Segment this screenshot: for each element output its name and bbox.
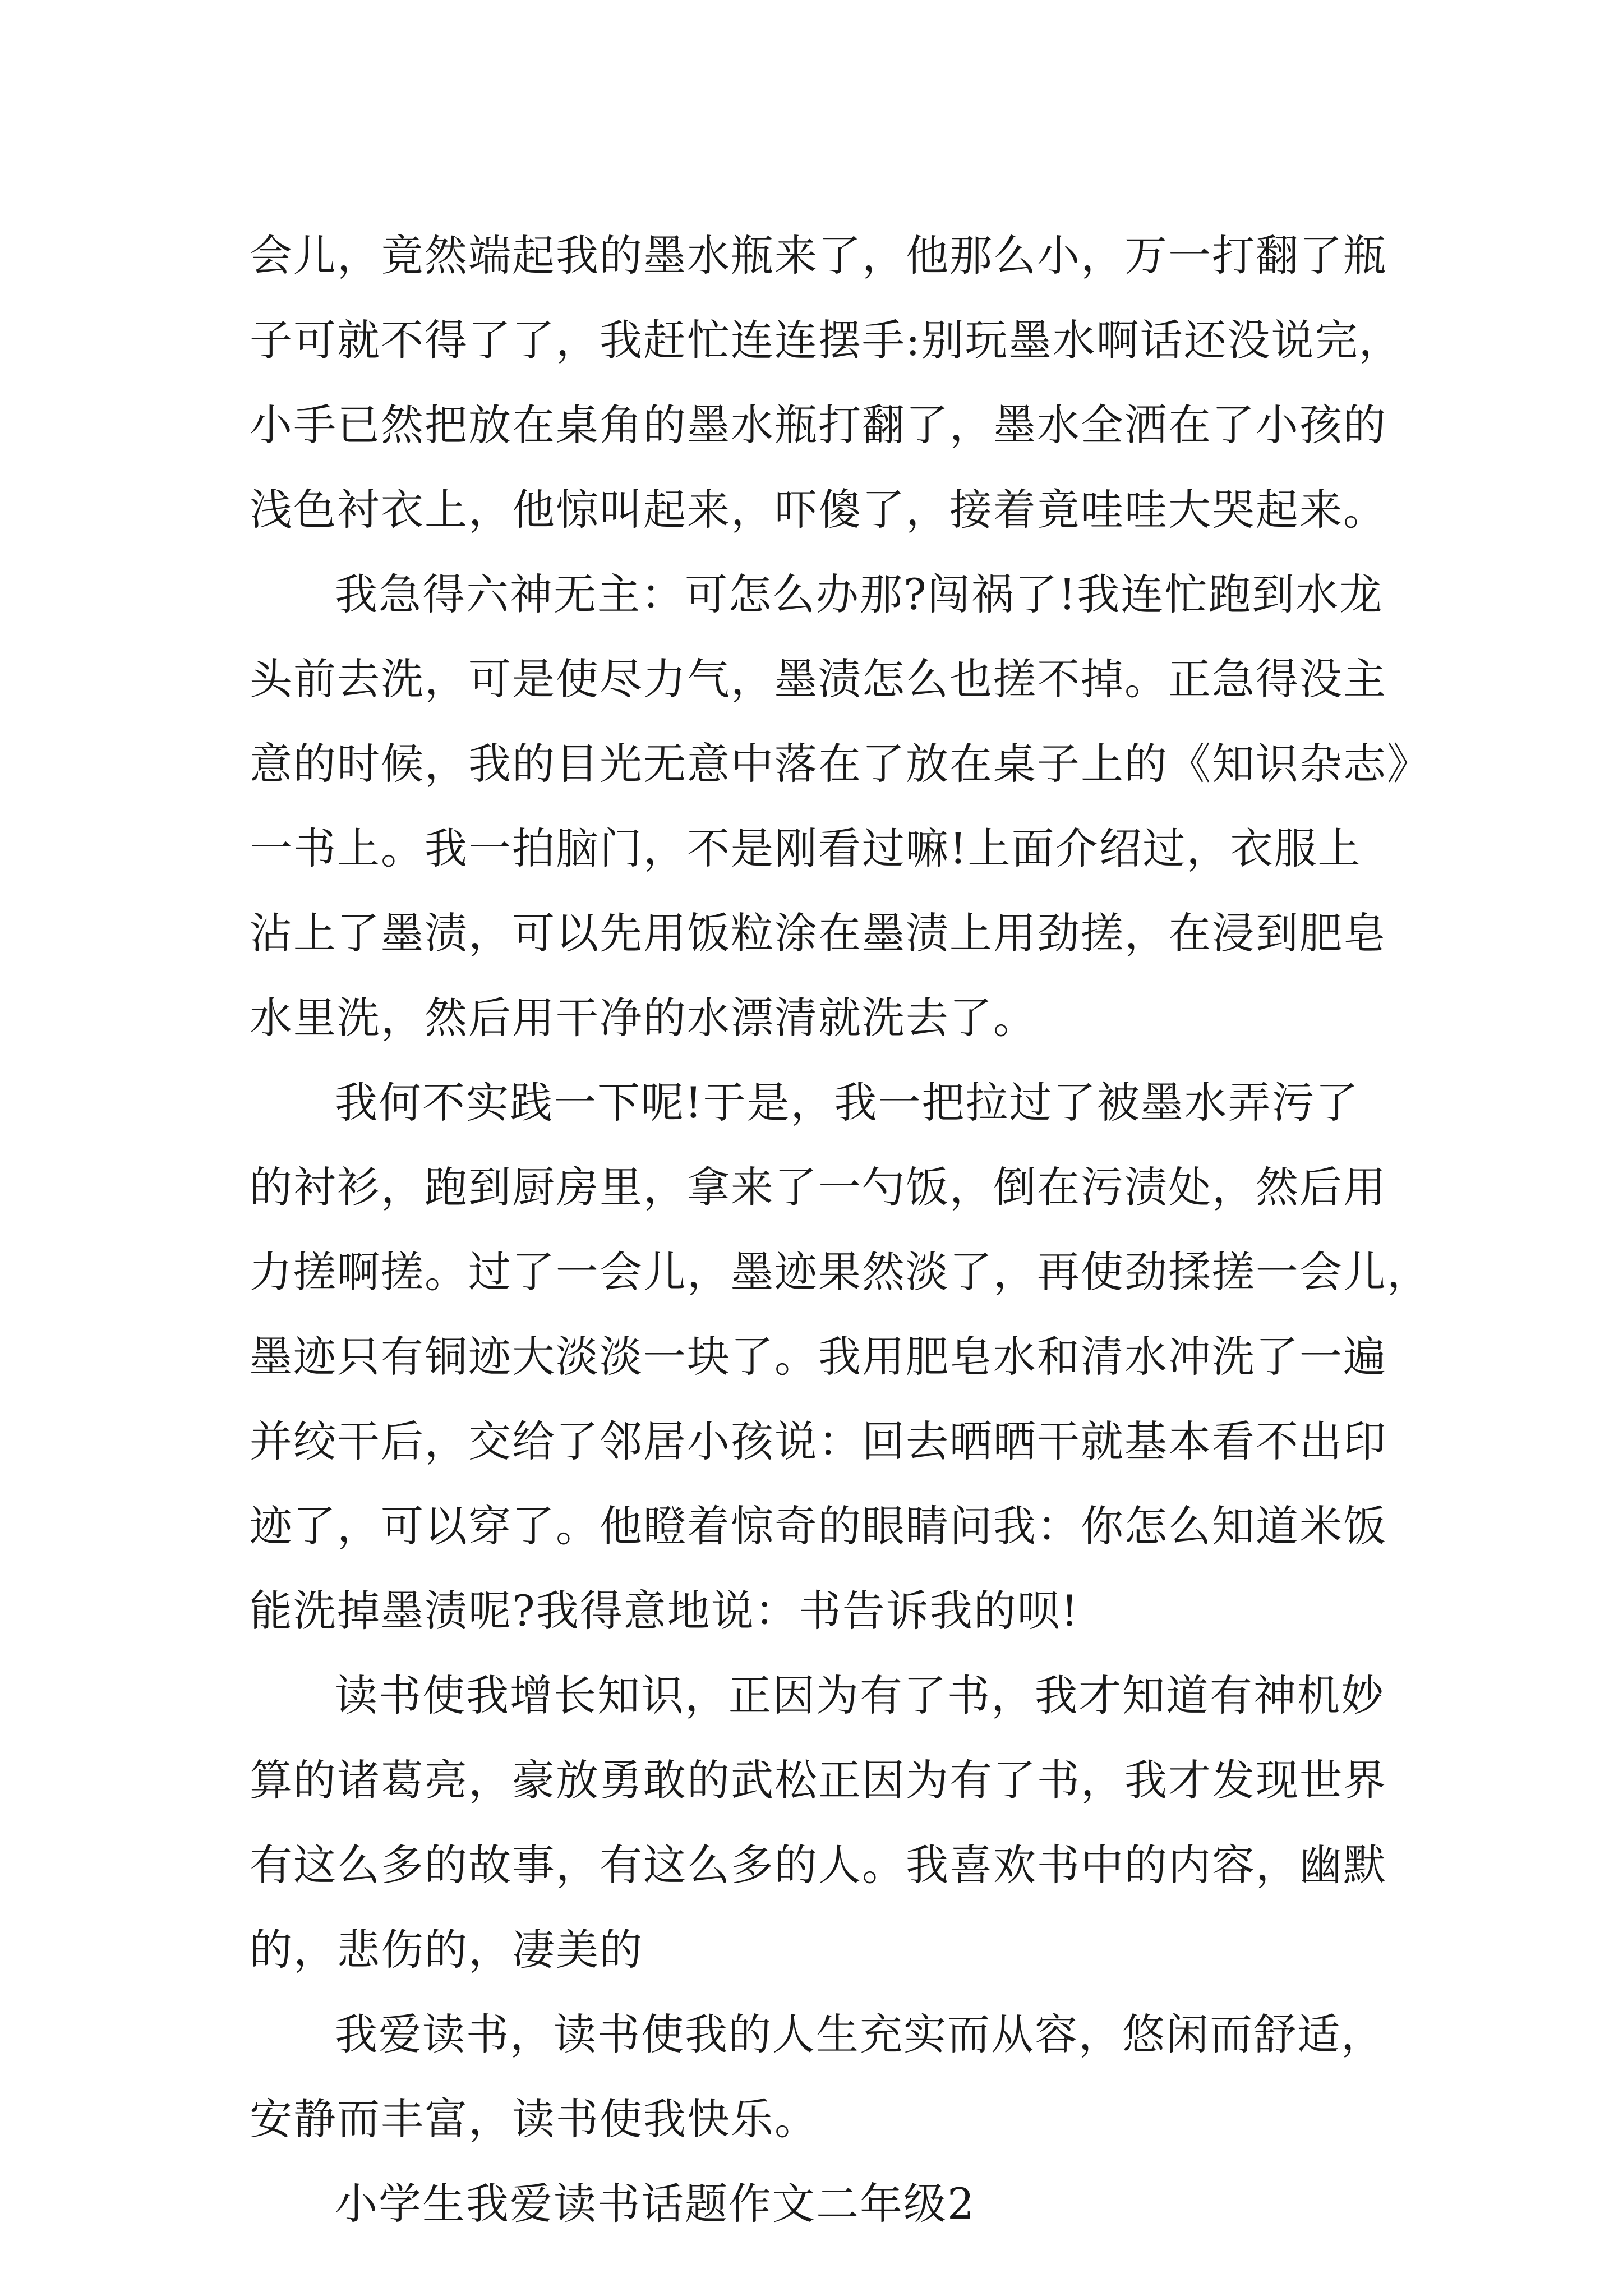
text-line: 我爱读书，读书使我的人生充实而从容，悠闲而舒适， — [335, 2009, 1385, 2059]
paragraph — [250, 1060, 1431, 1653]
text-line: 会儿，竟然端起我的墨水瓶来了，他那么小，万一打翻了瓶 — [250, 231, 1387, 280]
text-line: 安静而丰富，读书使我快乐。 — [250, 2094, 818, 2144]
text-line: 一书上。我一拍脑门，不是刚看过嘛!上面介绍过，衣服上 — [250, 823, 1362, 873]
section-heading — [250, 2161, 1388, 2246]
text-line: 算的诸葛亮，豪放勇敢的武松正因为有了书，我才发现世界 — [250, 1755, 1387, 1805]
paragraph-continuation — [250, 213, 1403, 552]
text-line: 水里洗，然后用干净的水漂清就洗去了。 — [250, 993, 1037, 1043]
text-line: 能洗掉墨渍呢?我得意地说：书告诉我的呗! — [250, 1586, 1080, 1636]
text-line: 沾上了墨渍，可以先用饭粒涂在墨渍上用劲搓，在浸到肥皂 — [250, 908, 1387, 958]
text-line: 子可就不得了了，我赶忙连连摆手:别玩墨水啊话还没说完， — [250, 315, 1403, 365]
heading-text: 小学生我爱读书话题作文二年级2 — [335, 2179, 976, 2229]
text-line: 我何不实践一下呢!于是，我一把拉过了被墨水弄污了 — [335, 1078, 1359, 1128]
text-line: 的衬衫，跑到厨房里，拿来了一勺饭，倒在污渍处，然后用 — [250, 1162, 1387, 1212]
text-line: 浅色衬衣上，他惊叫起来，吓傻了，接着竟哇哇大哭起来。 — [250, 485, 1387, 535]
paragraph — [250, 1653, 1388, 1992]
text-line: 墨迹只有铜迹大淡淡一块了。我用肥皂水和清水冲洗了一遍 — [250, 1332, 1387, 1382]
document-body — [250, 213, 1431, 2246]
text-line: 力搓啊搓。过了一会儿，墨迹果然淡了，再使劲揉搓一会儿， — [250, 1247, 1431, 1297]
text-line: 意的时候，我的目光无意中落在了放在桌子上的《知识杂志》 — [250, 739, 1431, 789]
text-line: 迹了，可以穿了。他瞪着惊奇的眼睛问我：你怎么知道米饭 — [250, 1501, 1387, 1551]
text-line: 我急得六神无主：可怎么办那?闯祸了!我连忙跑到水龙 — [335, 569, 1384, 619]
text-line: 小手已然把放在桌角的墨水瓶打翻了，墨水全洒在了小孩的 — [250, 400, 1387, 450]
paragraph — [250, 552, 1431, 1060]
text-line: 读书使我增长知识，正因为有了书，我才知道有神机妙 — [335, 1671, 1385, 1720]
text-line: 有这么多的故事，有这么多的人。我喜欢书中的内容，幽默 — [250, 1840, 1387, 1890]
text-line: 并绞干后，交给了邻居小孩说：回去晒晒干就基本看不出印 — [250, 1416, 1387, 1466]
text-line: 的，悲伤的，凄美的 — [250, 1925, 643, 1975]
text-line: 头前去洗，可是使尽力气，墨渍怎么也搓不掉。正急得没主 — [250, 654, 1387, 704]
paragraph — [250, 1992, 1388, 2161]
